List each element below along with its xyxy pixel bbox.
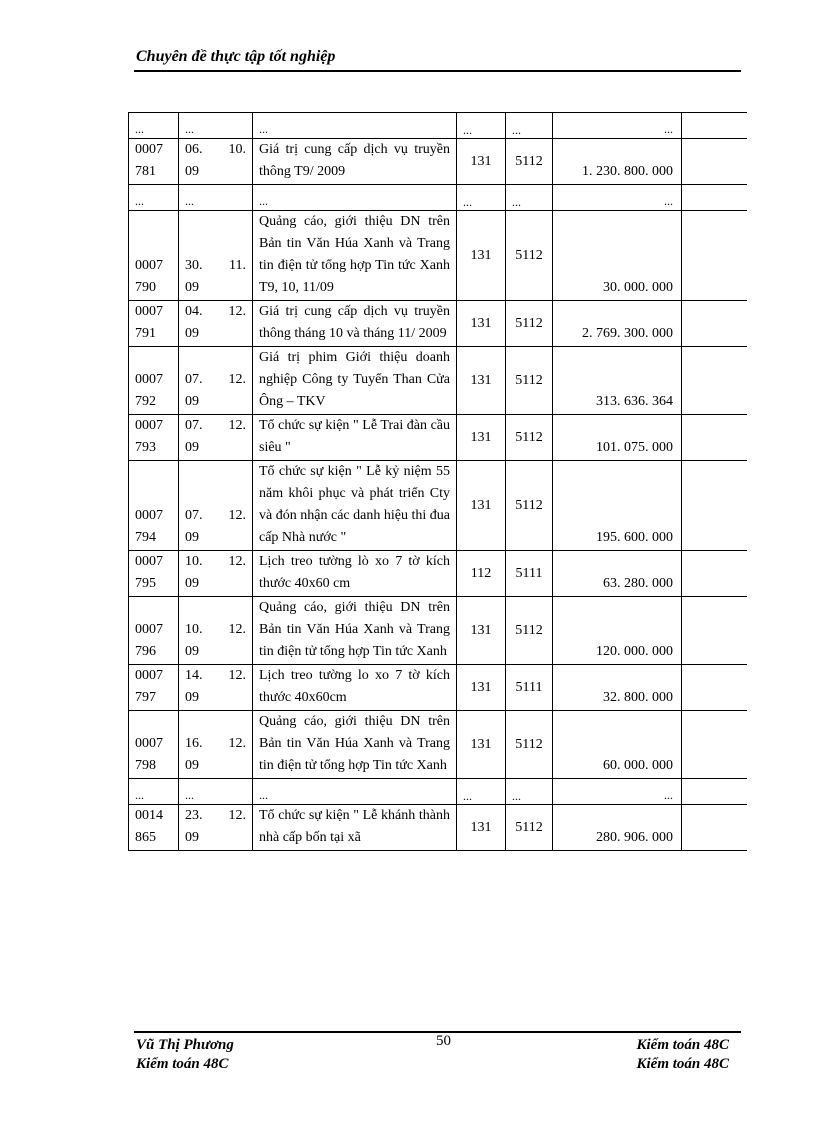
cell-note [682,415,748,461]
cell-note [682,211,748,301]
date-year: 09 [185,394,199,409]
date-day: 06. [185,142,203,157]
cell-date [179,211,253,301]
date-day: 10. [185,554,203,569]
cell-description: Quảng cáo, giới thiệu DN trên Bản tin Văn Húa Xanh và Trang tin điện tử tổng hợp Tin tức Xanh T9, 10, 11/09 [253,211,457,301]
date-day: 10. [185,622,203,637]
date-day: 07. [185,372,203,387]
date-month: 12. [228,736,246,751]
cell-debit-account: 131 [457,597,506,665]
table-row [129,779,748,805]
date-day-month [185,551,246,573]
cell-date [179,805,253,851]
date-month: 11. [229,258,246,273]
cell-amount: 101. 075. 000 [553,415,682,461]
date-month: 12. [228,554,246,569]
page-header-title: Chuyên đề thực tập tốt nghiệp [136,48,336,65]
date-month: 10. [228,142,246,157]
cell-credit-account: 5111 [506,665,553,711]
cell-amount: ... [553,113,682,139]
cell-description: ... [253,779,457,805]
cell-debit-account: 112 [457,551,506,597]
cell-amount: ... [553,779,682,805]
cell-note [682,805,748,851]
date-day: 04. [185,304,203,319]
cell-date [179,461,253,551]
cell-debit-account: 131 [457,461,506,551]
cell-description: Lịch treo tường lo xo 7 tờ kích thước 40x60cm [253,665,457,711]
footer-author: Vũ Thị Phương [136,1037,234,1053]
cell-credit-account: 5111 [506,551,553,597]
date-day-month [185,301,246,323]
cell-amount: 2. 769. 300. 000 [553,301,682,347]
date-day-month [185,733,246,755]
date-day-month [185,415,246,437]
cell-description: Tổ chức sự kiện " Lễ khánh thành nhà cấp bốn tại xã [253,805,457,851]
cell-doc-number: 0007 797 [129,665,179,711]
cell-debit-account: ... [457,779,506,805]
table-row [129,113,748,139]
cell-debit-account: ... [457,113,506,139]
cell-credit-account: 5112 [506,415,553,461]
cell-doc-number: 0007 790 [129,211,179,301]
table-row [129,415,748,461]
cell-note [682,711,748,779]
cell-credit-account: 5112 [506,711,553,779]
footer-class-right-2: Kiểm toán 48C [636,1056,729,1072]
date-month: 12. [228,372,246,387]
cell-note [682,139,748,185]
cell-debit-account: ... [457,185,506,211]
cell-credit-account: ... [506,113,553,139]
cell-doc-number: ... [129,113,179,139]
cell-description: Tổ chức sự kiện " Lễ kỷ niệm 55 năm khôi phục và phát triển Cty và đón nhận các danh hiệu thi đua cấp Nhà nước " [253,461,457,551]
cell-doc-number: 0007 796 [129,597,179,665]
cell-note [682,113,748,139]
cell-doc-number: 0007 792 [129,347,179,415]
cell-note [682,461,748,551]
date-day-month [185,139,246,161]
date-day-month [185,619,246,641]
cell-credit-account: 5112 [506,301,553,347]
cell-debit-account: 131 [457,301,506,347]
cell-amount: 60. 000. 000 [553,711,682,779]
cell-debit-account: 131 [457,711,506,779]
cell-description: Giá trị cung cấp dịch vụ truyền thông tháng 10 và tháng 11/ 2009 [253,301,457,347]
cell-amount: ... [553,185,682,211]
date-day: 23. [185,808,203,823]
date-month: 12. [228,508,246,523]
table-row [129,597,748,665]
date-month: 12. [228,808,246,823]
cell-description: ... [253,113,457,139]
cell-amount: 195. 600. 000 [553,461,682,551]
date-year: 09 [185,326,199,341]
table-row [129,301,748,347]
footer-right [636,1036,729,1074]
cell-date [179,665,253,711]
date-year: 09 [185,830,199,845]
cell-debit-account: 131 [457,415,506,461]
date-day-month [185,369,246,391]
cell-credit-account: 5112 [506,347,553,415]
date-day: 07. [185,418,203,433]
cell-doc-number: 0014 865 [129,805,179,851]
cell-date [179,301,253,347]
date-year: 09 [185,644,199,659]
table-row [129,211,748,301]
cell-note [682,301,748,347]
footer-class-left: Kiểm toán 48C [136,1056,229,1072]
cell-description: Quảng cáo, giới thiệu DN trên Bản tin Văn Húa Xanh và Trang tin điện tử tổng hợp Tin tức Xanh [253,711,457,779]
cell-description: Tổ chức sự kiện " Lễ Trai đàn cầu siêu " [253,415,457,461]
cell-date: ... [179,113,253,139]
table-row [129,665,748,711]
cell-date: ... [179,779,253,805]
cell-credit-account: 5112 [506,461,553,551]
date-year: 09 [185,758,199,773]
cell-date [179,415,253,461]
date-year: 09 [185,440,199,455]
cell-credit-account: 5112 [506,139,553,185]
table-row [129,185,748,211]
cell-amount: 280. 906. 000 [553,805,682,851]
date-month: 12. [228,668,246,683]
date-year: 09 [185,280,199,295]
date-day-month [185,505,246,527]
cell-doc-number: 0007 781 [129,139,179,185]
ledger-table [128,112,747,851]
date-day: 30. [185,258,203,273]
cell-credit-account: 5112 [506,597,553,665]
date-month: 12. [228,622,246,637]
cell-doc-number: 0007 795 [129,551,179,597]
table-row [129,461,748,551]
cell-note [682,779,748,805]
cell-description: Quảng cáo, giới thiệu DN trên Bản tin Văn Húa Xanh và Trang tin điện tử tổng hợp Tin tức Xanh [253,597,457,665]
date-year: 09 [185,530,199,545]
cell-date [179,711,253,779]
date-month: 12. [228,304,246,319]
cell-date [179,551,253,597]
date-month: 12. [228,418,246,433]
date-day-month [185,255,246,277]
date-year: 09 [185,164,199,179]
cell-date: ... [179,185,253,211]
cell-doc-number: ... [129,185,179,211]
cell-debit-account: 131 [457,211,506,301]
cell-doc-number: 0007 791 [129,301,179,347]
cell-debit-account: 131 [457,139,506,185]
cell-amount: 120. 000. 000 [553,597,682,665]
cell-note [682,597,748,665]
footer-class-right-1: Kiểm toán 48C [636,1037,729,1053]
table-row [129,347,748,415]
date-day-month [185,665,246,687]
date-year: 09 [185,690,199,705]
date-day-month [185,805,246,827]
cell-date [179,139,253,185]
cell-debit-account: 131 [457,805,506,851]
cell-amount: 32. 800. 000 [553,665,682,711]
table-row [129,711,748,779]
date-day: 07. [185,508,203,523]
date-year: 09 [185,576,199,591]
header-divider [134,70,741,72]
cell-description: ... [253,185,457,211]
cell-doc-number: 0007 794 [129,461,179,551]
table-row [129,805,748,851]
ledger-table-container [128,112,747,1012]
cell-note [682,665,748,711]
cell-description: Giá trị phim Giới thiệu doanh nghiệp Công ty Tuyển Than Cửa Ông – TKV [253,347,457,415]
cell-doc-number: 0007 793 [129,415,179,461]
table-row [129,551,748,597]
page-number: 50 [436,1033,451,1049]
cell-credit-account: ... [506,779,553,805]
cell-date [179,347,253,415]
cell-doc-number: ... [129,779,179,805]
cell-date [179,597,253,665]
cell-note [682,347,748,415]
cell-amount: 30. 000. 000 [553,211,682,301]
cell-credit-account: 5112 [506,805,553,851]
cell-debit-account: 131 [457,665,506,711]
cell-debit-account: 131 [457,347,506,415]
date-day: 16. [185,736,203,751]
cell-note [682,551,748,597]
ledger-table-body [129,113,748,851]
table-row [129,139,748,185]
cell-description: Giá trị cung cấp dịch vụ truyền thông T9/ 2009 [253,139,457,185]
cell-credit-account: 5112 [506,211,553,301]
date-day: 14. [185,668,203,683]
cell-amount: 313. 636. 364 [553,347,682,415]
cell-amount: 63. 280. 000 [553,551,682,597]
footer-left [136,1036,234,1074]
cell-amount: 1. 230. 800. 000 [553,139,682,185]
cell-credit-account: ... [506,185,553,211]
cell-description: Lịch treo tường lò xo 7 tờ kích thước 40x60 cm [253,551,457,597]
cell-doc-number: 0007 798 [129,711,179,779]
cell-note [682,185,748,211]
